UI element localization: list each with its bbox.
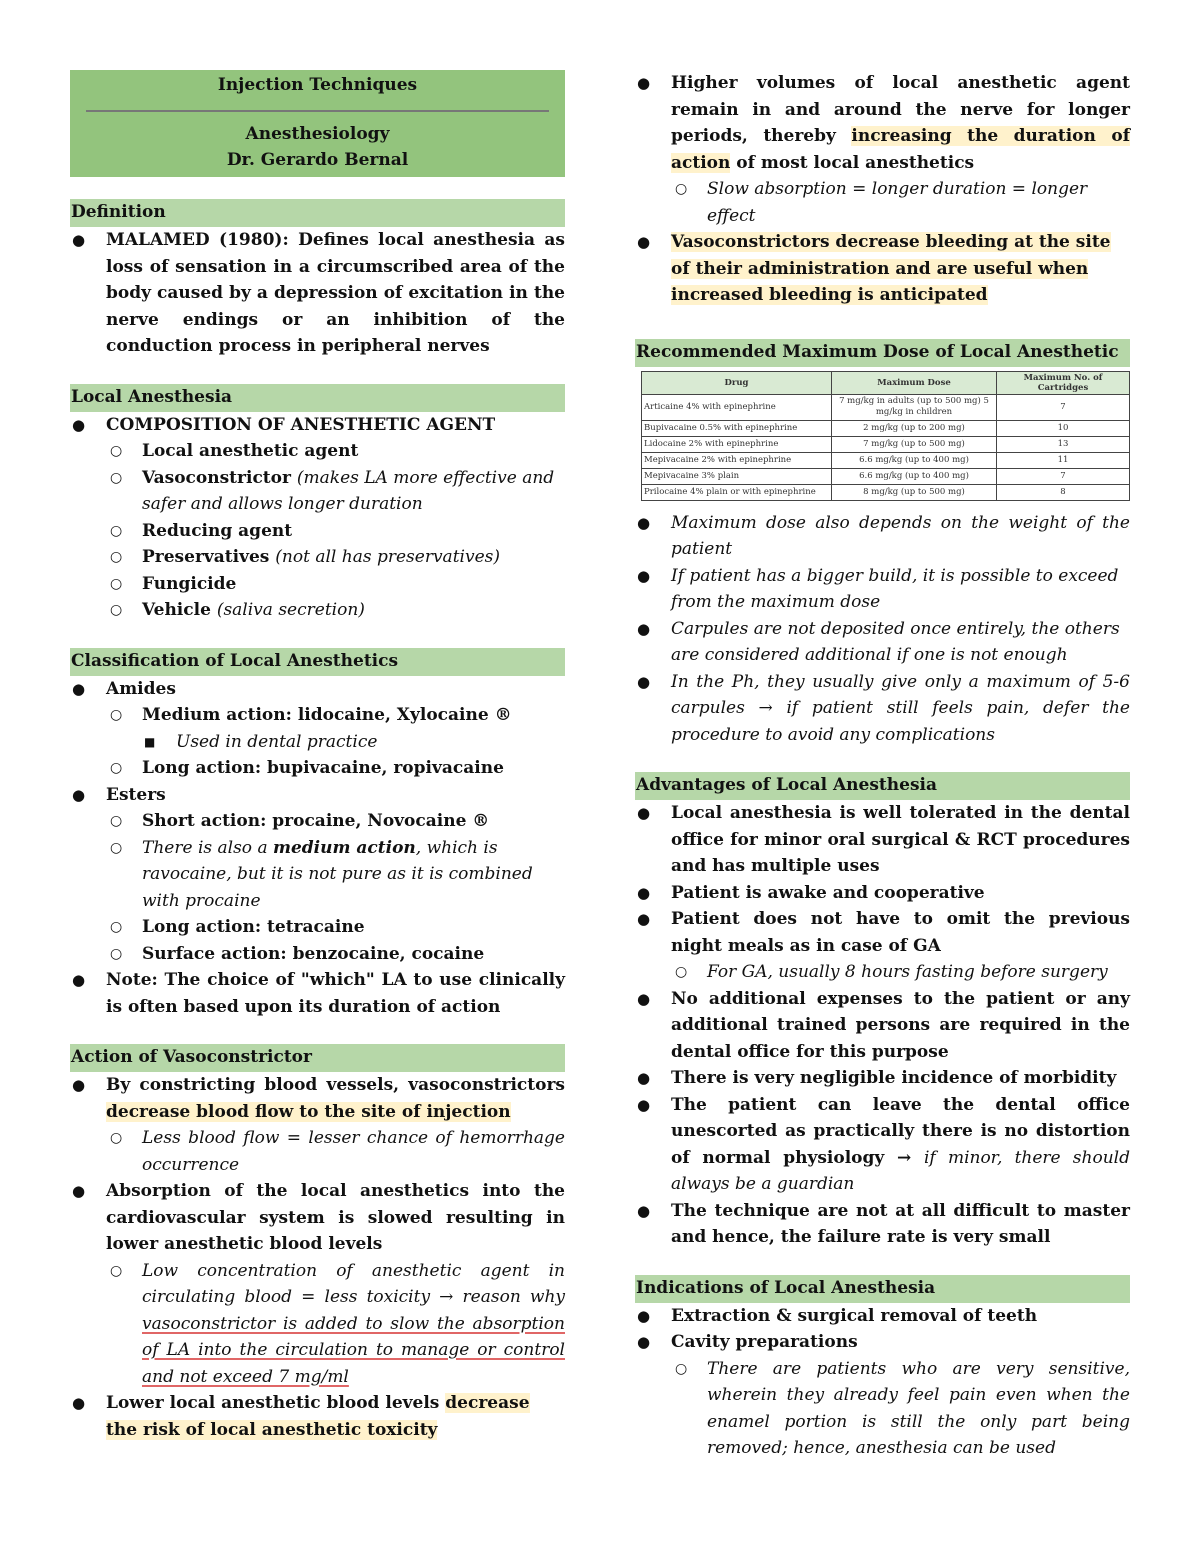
list-item: ○ Medium action: lidocaine, Xylocaine ® — [70, 702, 565, 729]
table-cell: 13 — [997, 436, 1130, 452]
circle-bullet-icon: ○ — [110, 945, 123, 962]
list-item: ● Amides — [70, 676, 565, 703]
title-box — [70, 70, 565, 177]
section-heading-indications: Indications of Local Anesthesia — [635, 1275, 1130, 1303]
list-item: ● By constricting blood vessels, vasoconstrictors decrease blood flow to the site of injection — [70, 1072, 565, 1125]
bullet-icon: ● — [72, 679, 86, 698]
indications-list — [635, 1303, 1130, 1462]
underlined-text: vasoconstrictor is added to slow the absorption of LA into the circulation to manage or control and not exceed 7 mg/ml — [142, 1313, 565, 1387]
list-item: ● Esters — [70, 782, 565, 809]
list-item: ● Cavity preparations — [635, 1329, 1130, 1356]
section-heading-classification: Classification of Local Anesthetics — [70, 648, 565, 676]
bullet-icon: ● — [637, 989, 651, 1008]
circle-bullet-icon: ○ — [675, 1360, 688, 1377]
circle-bullet-icon: ○ — [675, 964, 688, 980]
list-item: ○ Short action: procaine, Novocaine ® — [70, 808, 565, 835]
circle-bullet-icon: ○ — [110, 760, 123, 776]
bullet-icon: ● — [72, 971, 86, 989]
bullet-icon: ● — [637, 672, 651, 691]
table-cell: 7 — [997, 468, 1130, 484]
section-heading-definition: Definition — [70, 199, 565, 227]
list-item: ● Maximum dose also depends on the weight of the patient — [635, 510, 1130, 563]
bullet-icon: ● — [637, 910, 651, 928]
square-bullet-icon: ■ — [144, 734, 156, 749]
composition-list — [70, 412, 565, 624]
bullet-icon: ● — [637, 1095, 651, 1114]
title-divider — [86, 110, 549, 112]
max-dose-notes — [635, 510, 1130, 749]
bullet-icon: ● — [637, 1306, 651, 1325]
list-item: ● MALAMED (1980): Defines local anesthesia as loss of sensation in a circumscribed area of the body caused by a depression of excitation in the nerve endings or an inhibition of the conduction process in peripheral nerves — [70, 227, 565, 360]
bullet-icon: ● — [72, 1076, 86, 1094]
list-item: ● There is very negligible incidence of morbidity — [635, 1065, 1130, 1092]
circle-bullet-icon: ○ — [110, 549, 123, 565]
table-row — [642, 436, 1130, 452]
circle-bullet-icon: ○ — [110, 1262, 123, 1279]
circle-bullet-icon: ○ — [110, 522, 123, 539]
bullet-icon: ● — [637, 1201, 651, 1220]
circle-bullet-icon: ○ — [110, 469, 123, 486]
table-cell: 7 — [997, 394, 1130, 420]
section-heading-local-anesthesia: Local Anesthesia — [70, 384, 565, 412]
table-row — [642, 420, 1130, 436]
table-cell: Bupivacaine 0.5% with epinephrine — [642, 420, 832, 436]
left-column — [70, 70, 565, 1443]
list-item: ● Carpules are not deposited once entirely, the others are considered additional if one is not enough — [635, 616, 1130, 669]
table-row — [642, 484, 1130, 500]
advantages-list — [635, 800, 1130, 1251]
list-item: ● Extraction & surgical removal of teeth — [635, 1303, 1130, 1330]
list-item: ● The technique are not at all difficult to master and hence, the failure rate is very small — [635, 1198, 1130, 1251]
list-item: ■ Used in dental practice — [70, 729, 565, 756]
bullet-icon: ● — [637, 1333, 651, 1351]
section-heading-advantages: Advantages of Local Anesthesia — [635, 772, 1130, 800]
table-cell: 7 mg/kg in adults (up to 500 mg) 5 mg/kg in children — [832, 394, 997, 420]
list-item: ● If patient has a bigger build, it is possible to exceed from the maximum dose — [635, 563, 1130, 616]
column-header: Drug — [642, 371, 832, 394]
column-header: Maximum No. of Cartridges — [997, 371, 1130, 394]
circle-bullet-icon: ○ — [110, 919, 123, 935]
list-item: ○ Vehicle (saliva secretion) — [70, 597, 565, 624]
bullet-icon: ● — [637, 566, 651, 585]
list-item: ○ Reducing agent — [70, 518, 565, 545]
table-cell: 10 — [997, 420, 1130, 436]
highlight: increasing the duration of action — [671, 126, 1131, 173]
list-item: ● In the Ph, they usually give only a maximum of 5-6 carpules → if patient still feels pain, defer the procedure to avoid any complications — [635, 669, 1130, 749]
bullet-icon: ● — [72, 231, 86, 249]
list-item: ○ For GA, usually 8 hours fasting before surgery — [635, 959, 1130, 986]
list-item: ● The patient can leave the dental office unescorted as practically there is no distortion of normal physiology → if minor, there should always be a guardian — [635, 1092, 1130, 1198]
list-item: ○ There is also a medium action, which is ravocaine, but it is not pure as it is combined with procaine — [70, 835, 565, 915]
bullet-icon: ● — [72, 1394, 86, 1412]
table-cell: 6.6 mg/kg (up to 400 mg) — [832, 452, 997, 468]
list-item: ● Patient does not have to omit the previous night meals as in case of GA — [635, 906, 1130, 959]
list-item: ● COMPOSITION OF ANESTHETIC AGENT — [70, 412, 565, 439]
bullet-icon: ● — [637, 883, 651, 902]
circle-bullet-icon: ○ — [110, 602, 123, 618]
list-item: ○ There are patients who are very sensitive, wherein they already feel pain even when the enamel portion is still the only part being removed; hence, anesthesia can be used — [635, 1356, 1130, 1462]
table-cell: 6.6 mg/kg (up to 400 mg) — [832, 468, 997, 484]
circle-bullet-icon: ○ — [110, 443, 123, 459]
table-header-row — [642, 371, 1130, 394]
table-cell: 11 — [997, 452, 1130, 468]
list-item: ○ Fungicide — [70, 571, 565, 598]
list-item: ● Absorption of the local anesthetics into the cardiovascular system is slowed resulting in lower anesthetic blood levels — [70, 1178, 565, 1258]
highlight: decrease blood flow to the site of injection — [106, 1101, 511, 1122]
circle-bullet-icon: ○ — [110, 813, 123, 829]
bullet-icon: ● — [637, 1069, 651, 1087]
classification-list — [70, 676, 565, 1021]
highlight: decrease the risk of local anesthetic toxicity — [106, 1393, 530, 1440]
highlight: Vasoconstrictors decrease bleeding at the site of their administration and are useful when increased bleeding is anticipated — [671, 232, 1111, 305]
list-item: ○ Vasoconstrictor (makes LA more effective and safer and allows longer duration — [70, 465, 565, 518]
vasoconstrictor-continued-list — [635, 70, 1130, 309]
list-item: ○ Surface action: benzocaine, cocaine — [70, 941, 565, 968]
table-cell: Prilocaine 4% plain or with epinephrine — [642, 484, 832, 500]
table-row — [642, 452, 1130, 468]
table-cell: Mepivacaine 2% with epinephrine — [642, 452, 832, 468]
circle-bullet-icon: ○ — [110, 839, 123, 856]
bullet-icon: ● — [72, 1182, 86, 1200]
circle-bullet-icon: ○ — [110, 1130, 123, 1146]
max-dose-table — [641, 371, 1130, 501]
bullet-icon: ● — [637, 804, 651, 822]
table-cell: 2 mg/kg (up to 200 mg) — [832, 420, 997, 436]
bullet-icon: ● — [72, 785, 86, 804]
bullet-icon: ● — [637, 74, 651, 92]
list-item: ● Patient is awake and cooperative — [635, 880, 1130, 907]
column-header: Maximum Dose — [832, 371, 997, 394]
list-item: ○ Low concentration of anesthetic agent in circulating blood = less toxicity → reason why vasoconstrictor is added to slow the absorption of LA into the circulation to manage or control and not exceed 7 mg/ml — [70, 1258, 565, 1391]
section-heading-vasoconstrictor: Action of Vasoconstrictor — [70, 1044, 565, 1072]
list-item: ○ Long action: tetracaine — [70, 914, 565, 941]
circle-bullet-icon: ○ — [110, 575, 123, 592]
table-row — [642, 468, 1130, 484]
bullet-icon: ● — [637, 233, 651, 251]
list-item: ○ Preservatives (not all has preservatives) — [70, 544, 565, 571]
document-title: Injection Techniques — [217, 75, 418, 95]
list-item: ○ Less blood flow = lesser chance of hemorrhage occurrence — [70, 1125, 565, 1178]
circle-bullet-icon: ○ — [675, 181, 688, 197]
table-cell: 7 mg/kg (up to 500 mg) — [832, 436, 997, 452]
list-item: ○ Long action: bupivacaine, ropivacaine — [70, 755, 565, 782]
list-item: ● Lower local anesthetic blood levels decrease the risk of local anesthetic toxicity — [70, 1390, 565, 1443]
list-item: ● No additional expenses to the patient or any additional trained persons are required in the dental office for this purpose — [635, 986, 1130, 1066]
list-item: ● Higher volumes of local anesthetic agent remain in and around the nerve for longer periods, thereby increasing the duration of action of most local anesthetics — [635, 70, 1130, 176]
list-item: ○ Slow absorption = longer duration = longer effect — [635, 176, 1130, 229]
subject-name: Anesthesiology — [245, 124, 390, 144]
list-item — [635, 229, 1130, 309]
table-cell: Mepivacaine 3% plain — [642, 468, 832, 484]
circle-bullet-icon: ○ — [110, 707, 123, 723]
vasoconstrictor-list — [70, 1072, 565, 1443]
definition-list — [70, 227, 565, 360]
table-cell: 8 — [997, 484, 1130, 500]
table-cell: Lidocaine 2% with epinephrine — [642, 436, 832, 452]
table-cell: 8 mg/kg (up to 500 mg) — [832, 484, 997, 500]
list-item: ● Local anesthesia is well tolerated in the dental office for minor oral surgical & RCT procedures and has multiple uses — [635, 800, 1130, 880]
lecturer-name: Dr. Gerardo Bernal — [226, 150, 409, 170]
bullet-icon: ● — [637, 513, 651, 532]
table-row — [642, 394, 1130, 420]
table-cell: Articaine 4% with epinephrine — [642, 394, 832, 420]
list-item: ○ Local anesthetic agent — [70, 438, 565, 465]
list-item: ● Note: The choice of "which" LA to use clinically is often based upon its duration of action — [70, 967, 565, 1020]
section-heading-max-dose: Recommended Maximum Dose of Local Anesthetic — [635, 339, 1130, 367]
bullet-icon: ● — [72, 415, 86, 434]
bullet-icon: ● — [637, 619, 651, 638]
right-column — [635, 70, 1130, 1462]
